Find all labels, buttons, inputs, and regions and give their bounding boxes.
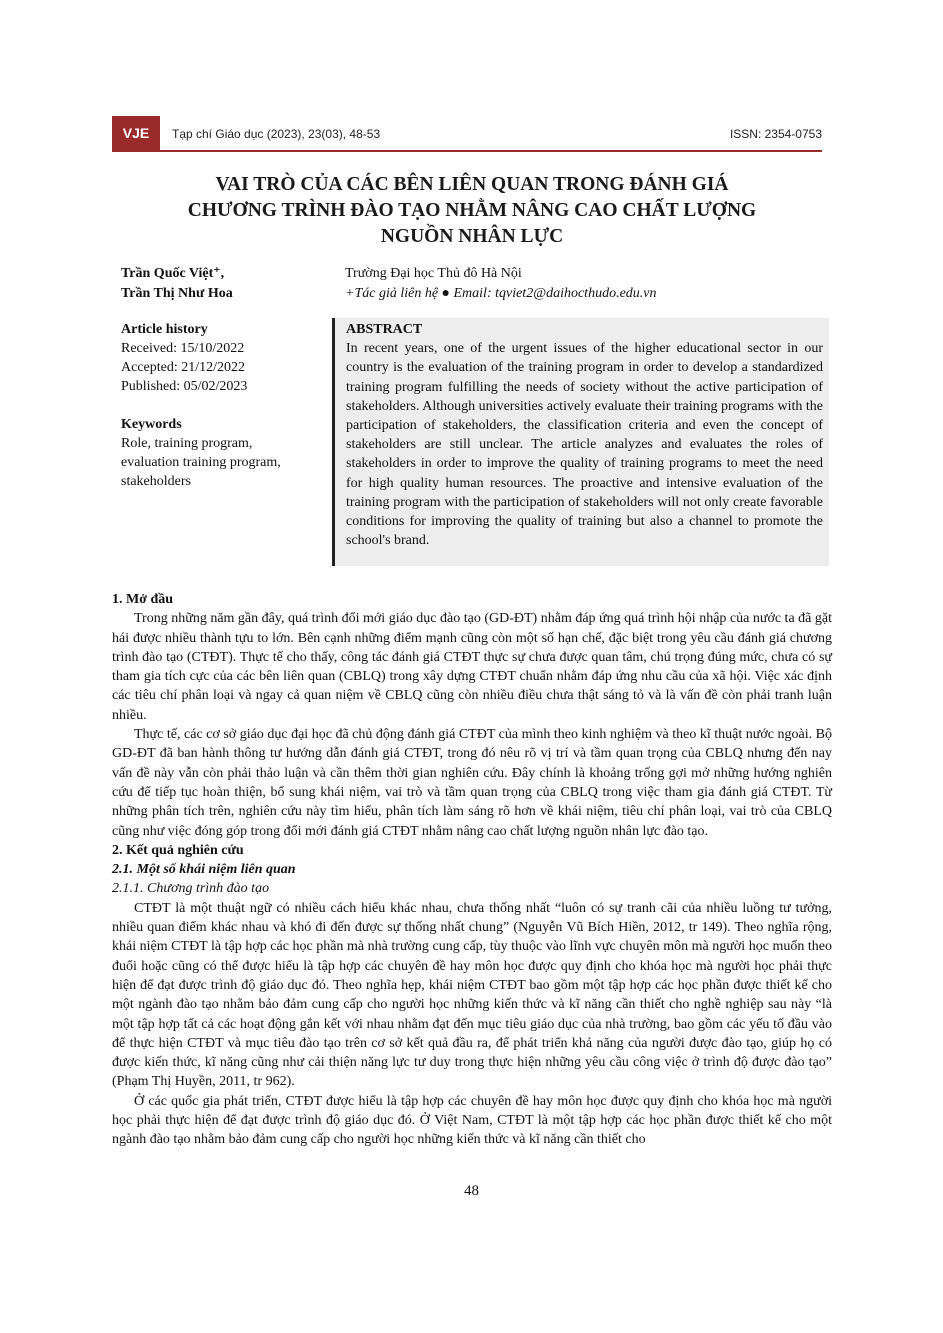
article-history	[121, 320, 321, 396]
title-line: CHƯƠNG TRÌNH ĐÀO TẠO NHẰM NÂNG CAO CHẤT LƯỢNG	[187, 200, 757, 221]
journal-logo: VJE	[112, 116, 160, 150]
subsubsection-heading: 2.1.1. Chương trình đào tạo	[112, 881, 270, 897]
page-number: 48	[464, 1183, 479, 1199]
title-line: VAI TRÒ CỦA CÁC BÊN LIÊN QUAN TRONG ĐÁNH GIÁ	[215, 174, 729, 195]
article-title	[112, 172, 832, 250]
paragraph: Thực tế, các cơ sở giáo dục đại học đã chủ động đánh giá CTĐT của mình theo kinh nghiệm và theo kĩ thuật nước ngoài. Bộ GD-ĐT đã ban hành thông tư hướng dẫn đánh giá CTĐT, trong đó nêu rõ vị trí và tầm quan trọng của CBLQ nhưng đến nay vấn đề này vẫn còn phải thảo luận và cần thêm thời gian nghiên cứu. Đây chính là khoảng trống gợi mở những hướng nghiên cứu để tiếp tục hoàn thiện, bổ sung khái niệm, vai trò và tầm quan trọng của CBLQ trong việc tham gia đánh giá CTĐT. Từ những phân tích trên, nghiên cứu này tìm hiểu, phân tích làm sáng rõ hơn về khái niệm, tiêu chí phân loại, vai trò của CBLQ cũng như việc đóng góp trong đổi mới đánh giá CTĐT nhằm nâng cao chất lượng nguồn nhân lực đào tạo.	[112, 727, 832, 839]
paragraph: Ở các quốc gia phát triển, CTĐT được hiểu là tập hợp các chuyên đề hay môn học được quy định cho khóa học mà người học phải thực hiện để đạt được trình độ giáo dục đó. Ở Việt Nam, CTĐT là một tập hợp các học phần được thiết kế cho một ngành đào tạo nhằm bảo đảm cung cấp cho người học những kiến thức và kĩ năng cần thiết cho	[112, 1093, 832, 1148]
keywords-heading: Keywords	[121, 417, 182, 432]
paragraph: Trong những năm gần đây, quá trình đổi mới giáo dục đào tạo (GD-ĐT) nhằm đáp ứng quá trình hội nhập của nước ta đã gặt hái được nhiều thành tựu to lớn. Bên cạnh những điểm mạnh cũng còn một số hạn chế, đặc biệt trong yêu cầu đánh giá chương trình đào tạo (CTĐT). Thực tế cho thấy, công tác đánh giá CTĐT thực sự chưa được quan tâm, chú trọng đúng mức, chưa có sự tham gia tích cực của các bên liên quan (CBLQ) trong xây dựng CTĐT chuẩn nhằm đáp ứng nhu cầu của xã hội. Việc xác định các tiêu chí phân loại và ngay cả quan niệm về CBLQ cũng còn nhiều điều chưa thật sáng tỏ và là vấn đề còn phải tranh luận nhiều.	[112, 611, 832, 723]
author-affiliation	[345, 264, 657, 304]
received-date: Received: 15/10/2022	[121, 341, 245, 356]
keyword-line: evaluation training program,	[121, 455, 281, 470]
title-line: NGUỒN NHÂN LỰC	[380, 226, 564, 247]
section-heading: 2. Kết quả nghiên cứu	[112, 842, 244, 858]
abstract-box	[332, 318, 829, 566]
corresponding-email: +Tác giả liên hệ ● Email: tqviet2@daihocthudo.edu.vn	[345, 286, 657, 301]
section-heading: 1. Mở đầu	[112, 592, 174, 607]
author-list	[121, 264, 233, 304]
header-rule	[112, 150, 822, 152]
keyword-line: Role, training program,	[121, 436, 253, 451]
paragraph: CTĐT là một thuật ngữ có nhiều cách hiểu khác nhau, chưa thống nhất “luôn có sự tranh cãi của nhiều luồng tư tưởng, nhiều quan điểm khác nhau và khó đi đến được sự thống nhất chung” (Nguyễn Vũ Bích Hiền, 2012, tr 149). Theo nghĩa rộng, khái niệm CTĐT là tập hợp các học phần mà nhà trường cung cấp, tùy thuộc vào lĩnh vực chuyên môn mà người học muốn theo đuổi hoặc cũng có thể được hiểu là tập hợp các chuyên đề hay môn học được quy định cho khóa học mà người học phải thực hiện để đạt được trình độ giáo dục đó. Theo nghĩa hẹp, khái niệm CTĐT bao gồm một tập hợp các học phần được thiết kế cho một ngành đào tạo nhằm bảo đảm cung cấp cho người học những kiến thức và kĩ năng cần thiết cho nghề nghiệp sau này “là một tập hợp tất cả các hoạt động gắn kết với nhau nhằm đạt đến mục tiêu giáo dục của nhà trường, bao gồm các yếu tố đầu vào để thực hiện CTĐT và mục tiêu đào tạo trên cơ sở kết quả đầu ra, để phát triển khả năng của người được đào tạo, giúp họ có được kiến thức, kĩ năng cũng như cải thiện năng lực tư duy trong thực hiện những yêu cầu công việc ở trình độ được đào tạo” (Phạm Thị Huyền, 2011, tr 962).	[112, 900, 832, 1090]
subsection-heading: 2.1. Một số khái niệm liên quan	[112, 862, 296, 878]
history-heading: Article history	[121, 322, 208, 337]
article-body	[112, 590, 832, 1150]
accepted-date: Accepted: 21/12/2022	[121, 360, 246, 375]
keyword-line: stakeholders	[121, 474, 191, 489]
published-date: Published: 05/02/2023	[121, 379, 248, 394]
author-name: Trần Quốc Việt⁺,	[121, 266, 225, 281]
author-name: Trần Thị Như Hoa	[121, 286, 233, 301]
journal-citation: Tạp chí Giáo dục (2023), 23(03), 48-53	[172, 127, 381, 141]
journal-header	[112, 116, 822, 150]
keywords-block	[121, 415, 321, 491]
affiliation: Trường Đại học Thủ đô Hà Nội	[345, 266, 522, 281]
issn: ISSN: 2354-0753	[729, 127, 822, 141]
abstract-heading: ABSTRACT	[346, 322, 423, 337]
abstract-text: In recent years, one of the urgent issues of the higher educational sector in our country is the evaluation of the training program in order to develop a standardized training program fulfilling the needs of society without the active participation of stakeholders. Although universities actively evaluate their training programs with the participation of stakeholders, the classification criteria and even the concept of stakeholders are still unclear. The article analyzes and evaluates the roles of stakeholders in order to improve the quality of training programs to meet the need for high quality human resources. The proactive and intensive evaluation of the training program with the participation of stakeholders will not only create favorable conditions for improving the quality of training but also a channel to promote the school's brand.	[346, 341, 823, 549]
